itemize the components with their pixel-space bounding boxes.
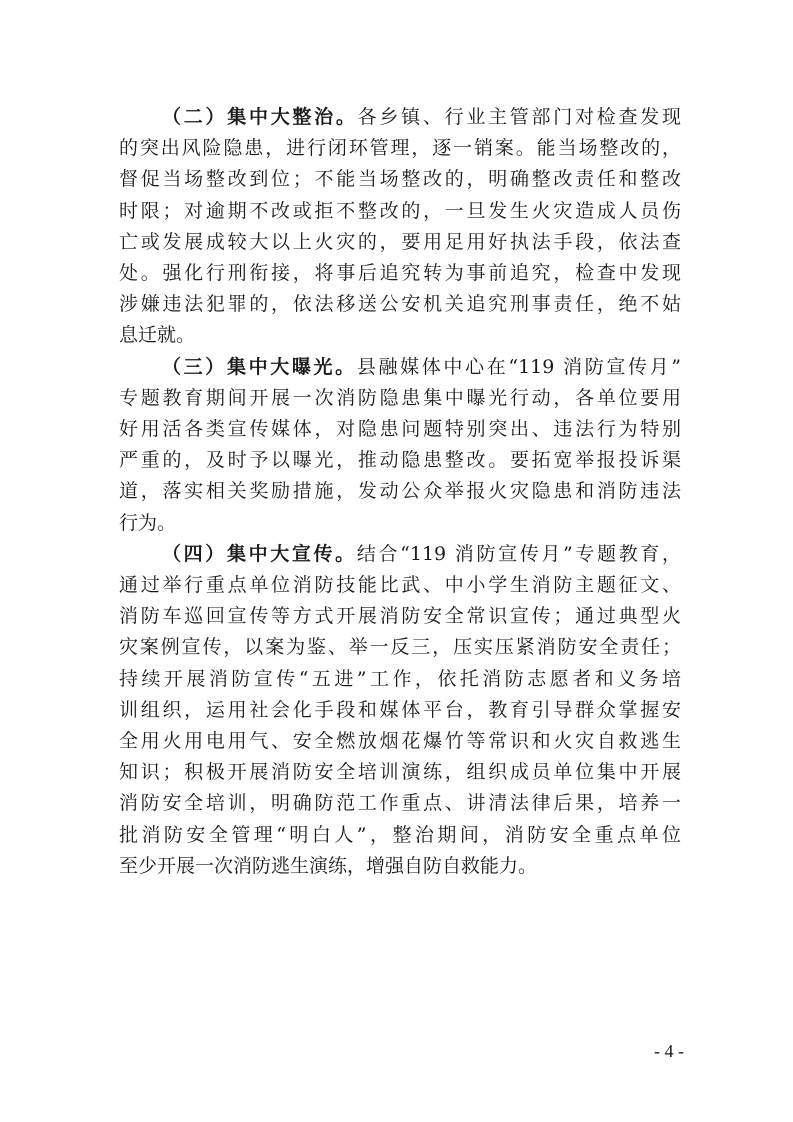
paragraph-line: 处。强化行刑衔接，将事后追究转为事前追究，检查中发现 [119,262,681,284]
paragraph-line: 道，落实相关奖励措施，发动公众举报火灾隐患和消防违法 [119,480,681,503]
paragraph-line [162,355,681,379]
paragraph-line: 严重的，及时予以曝光，推动隐患整改。要拓宽举报投诉渠 [119,449,681,472]
paragraph-line: 好用活各类宣传媒体，对隐患问题特别突出、违法行为特别 [119,418,681,440]
paragraph-line: 训组织，运用社会化手段和媒体平台，教育引导群众掌握安 [119,698,681,721]
paragraph-line: 至少开展一次消防逃生演练，增强自防自救能力。 [119,854,538,877]
paragraph-line: 持续开展消防宣传“五进”工作，依托消防志愿者和义务培 [119,667,681,690]
paragraph-text: 县融媒体中心在“119 消防宣传月” [356,355,681,378]
paragraph-line: 消防安全培训，明确防范工作重点、讲清法律后果，培养一 [119,792,681,815]
paragraph-line: 的突出风险隐患，进行闭环管理，逐一销案。能当场整改的， [119,137,681,160]
section-heading: （二）集中大整治。 [162,106,358,128]
paragraph-line: 通过举行重点单位消防技能比武、中小学生消防主题征文、 [119,574,681,596]
section-heading: （四）集中大宣传。 [162,542,357,565]
paragraph-line: 督促当场整改到位；不能当场整改的，明确整改责任和整改 [119,168,681,191]
paragraph-line: 时限；对逾期不改或拒不整改的，一旦发生火灾造成人员伤 [119,199,681,222]
paragraph-line: 专题教育期间开展一次消防隐患集中曝光行动，各单位要用 [119,386,681,409]
paragraph-line: 批消防安全管理“明白人”，整治期间，消防安全重点单位 [119,823,681,846]
paragraph-line: 息迁就。 [119,324,196,347]
paragraph-text: 各乡镇、行业主管部门对检查发现 [357,106,681,128]
page-number: - 4 - [654,1041,684,1061]
paragraph-line: 消防车巡回宣传等方式开展消防安全常识宣传；通过典型火 [119,605,681,628]
paragraph-line [162,542,681,566]
paragraph-line: 亡或发展成较大以上火灾的，要用足用好执法手段，依法查 [119,230,681,253]
paragraph-line: 全用火用电用气、安全燃放烟花爆竹等常识和火灾自救逃生 [119,730,681,752]
paragraph-line [162,105,681,129]
paragraph-line: 涉嫌违法犯罪的，依法移送公安机关追究刑事责任，绝不姑 [119,293,681,316]
paragraph-line: 灾案例宣传，以案为鉴、举一反三，压实压紧消防安全责任； [119,636,681,659]
paragraph-text: 结合“119 消防宣传月”专题教育， [356,542,681,565]
paragraph-line: 行为。 [119,511,177,534]
section-heading: （三）集中大曝光。 [162,355,357,378]
paragraph-line: 知识；积极开展消防安全培训演练，组织成员单位集中开展 [119,761,681,784]
